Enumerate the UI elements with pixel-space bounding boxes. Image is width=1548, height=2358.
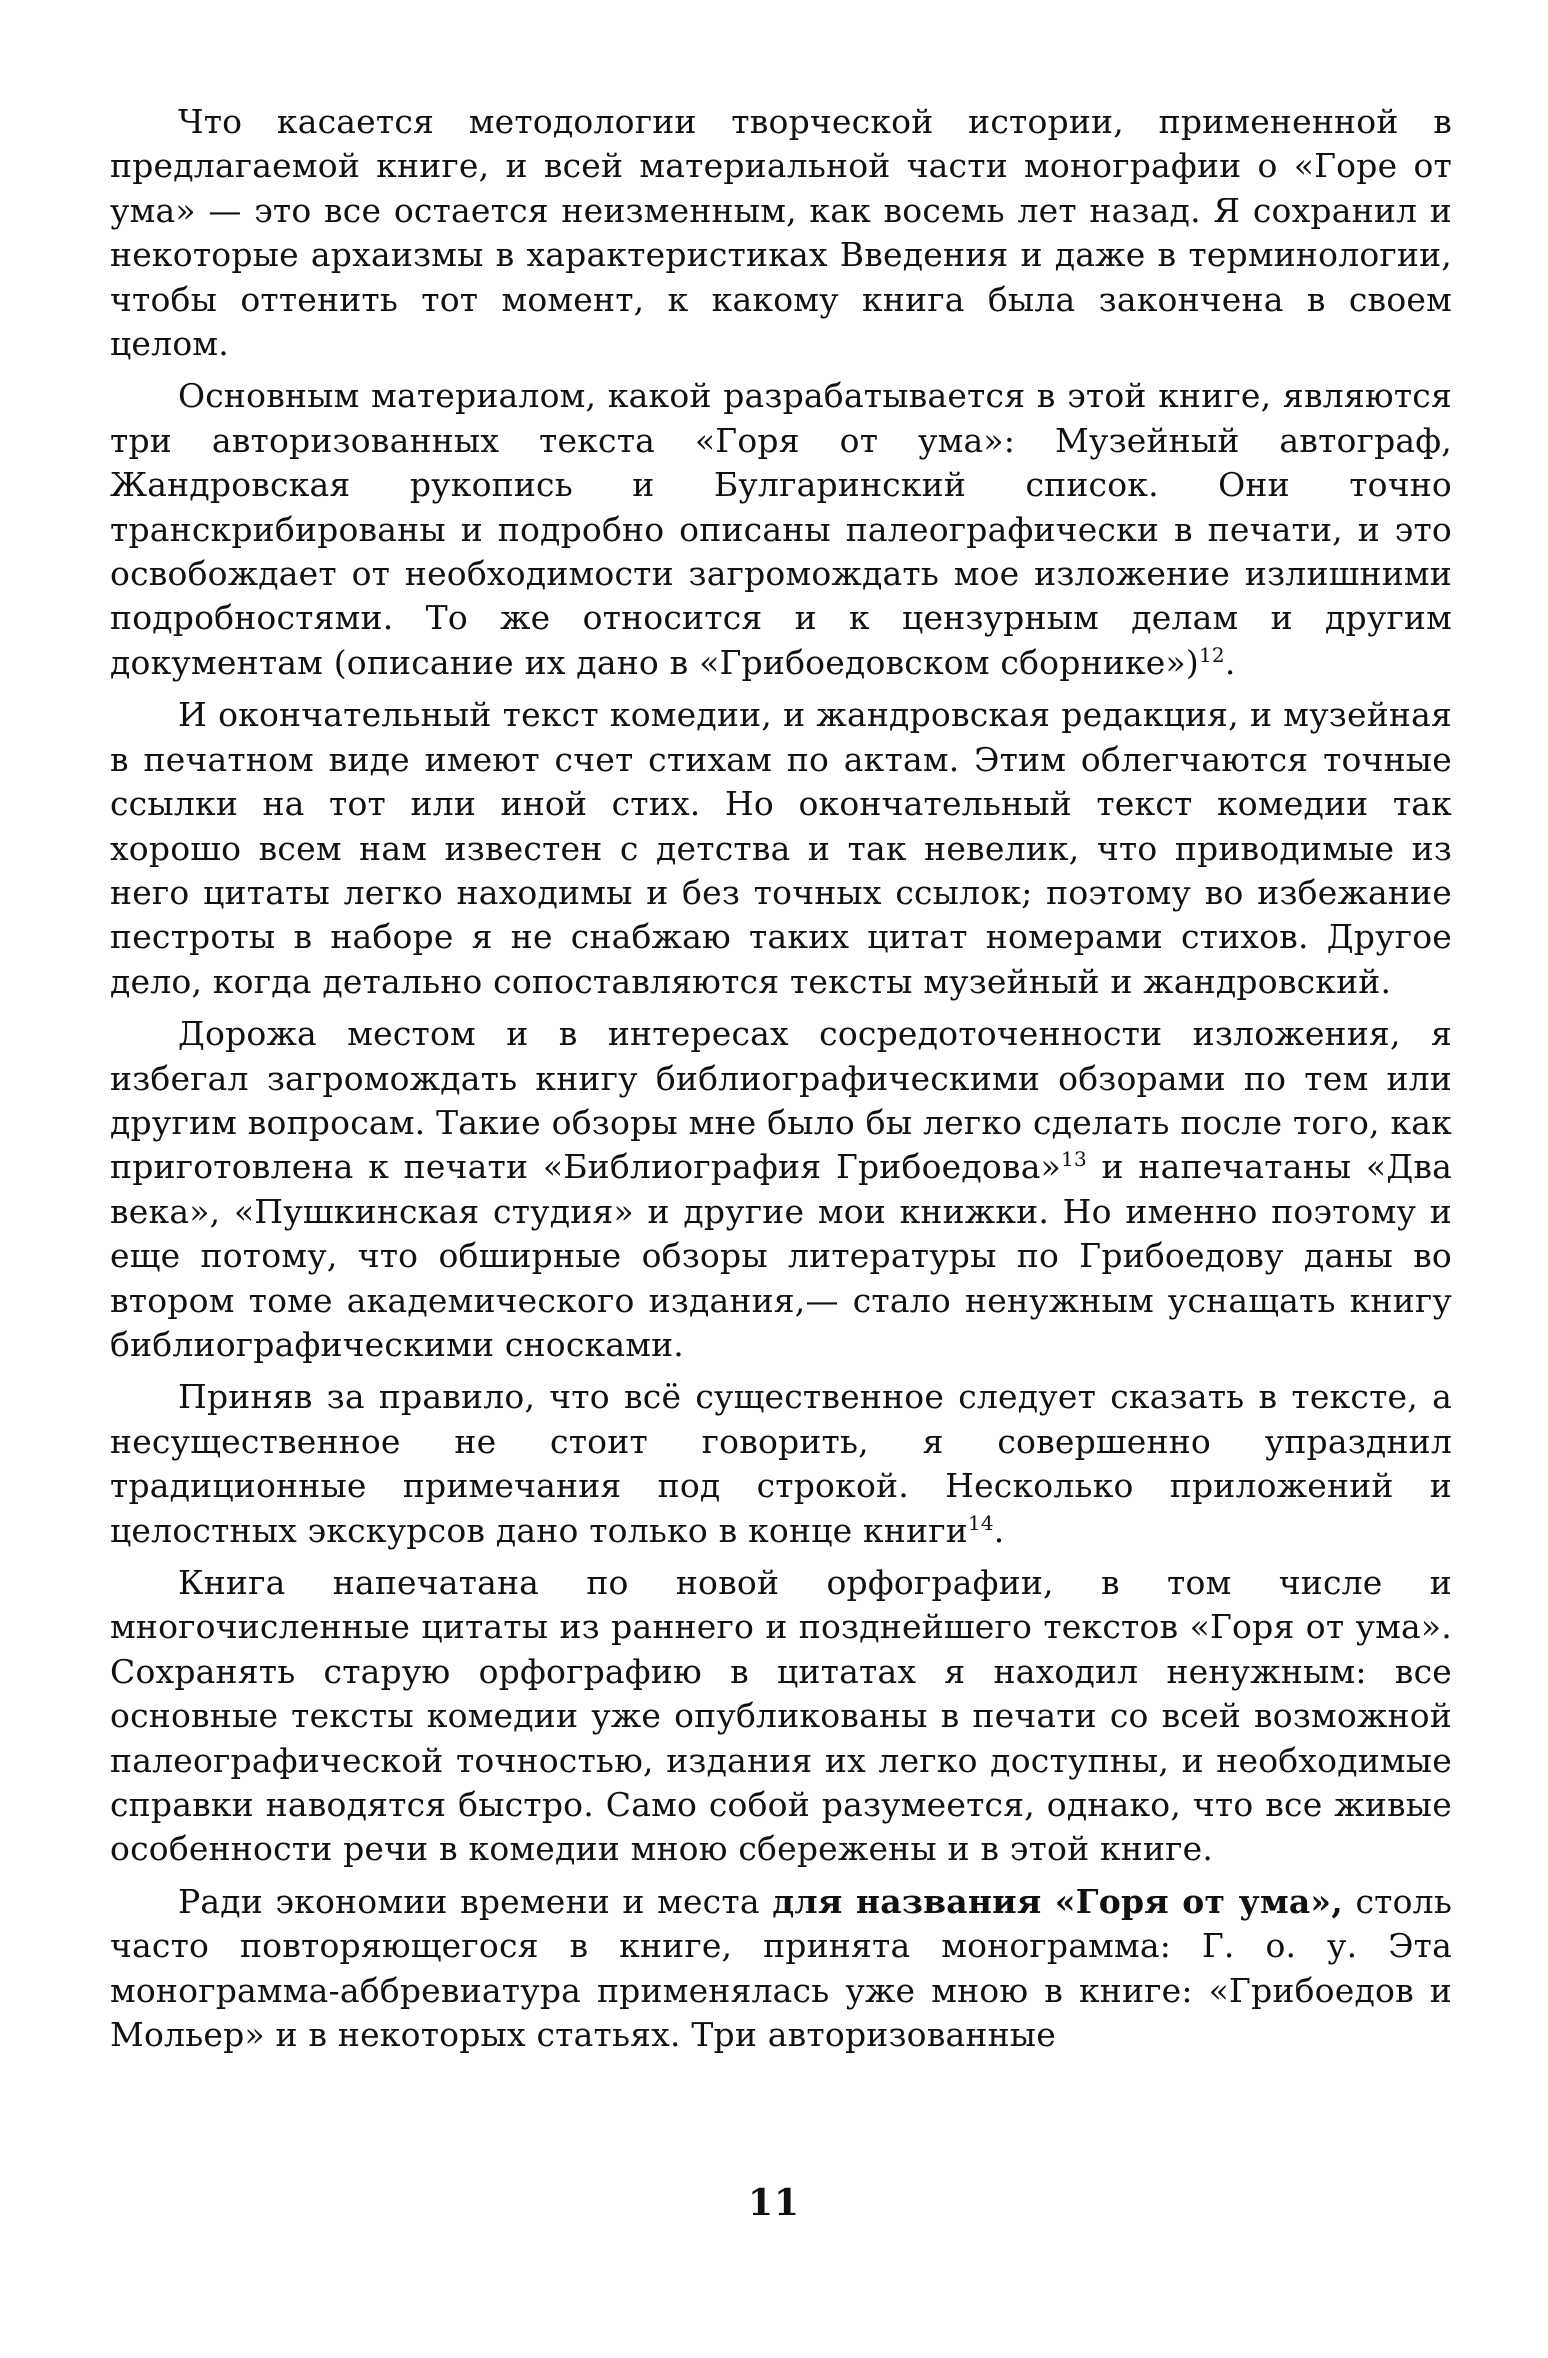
paragraph-text: Дорожа местом и в интересах сосредоточенности изложения, я избегал загромождать книгу библиографическими обзорами по тем или другим вопросам. Такие обзоры мне было бы легко сделать после того, как приготовлена к печати «Библиография Грибоедова» — [110, 1014, 1452, 1187]
paragraph-bold-run: для названия «Горя от ума», — [772, 1881, 1343, 1921]
paragraph-tail: . — [993, 1510, 1005, 1550]
paragraph-bibliography — [110, 1012, 1452, 1367]
page-number: 11 — [747, 2182, 801, 2224]
paragraph-final-text — [110, 693, 1452, 1004]
paragraph-monogram — [110, 1880, 1452, 2058]
footnote-marker: 14 — [967, 1510, 994, 1535]
paragraph-tail: . — [1224, 642, 1236, 682]
paragraph-text: Приняв за правило, что всё существенное следует сказать в тексте, а несущественное не стоит говорить, я совершенно упразднил традиционные примечания под строкой. Несколько приложений и целостных экскурсов дано только в конце книги — [110, 1377, 1452, 1550]
page-body — [110, 100, 1452, 2065]
paragraph-methodology — [110, 100, 1452, 366]
paragraph-text: Основным материалом, какой разрабатывается в этой книге, являются три авторизованных текста «Горя от ума»: Музейный автограф, Жандровская рукопись и Булгаринский список. Они точно транскрибированы и подробно описаны палеографически в печати, и это освобождает от необходимости загромождать мое изложение излишними подробностями. То же относится и к цензурным делам и другим документам (описание их дано в «Грибоедовском сборнике») — [110, 376, 1452, 682]
paragraph-text: Что касается методологии творческой истории, примененной в предлагаемой книге, и всей материальной части монографии о «Горе от ума» — это все остается неизменным, как восемь лет назад. Я сохранил и некоторые архаизмы в характеристиках Введения и даже в терминологии, чтобы оттенить тот момент, к какому книга была закончена в своем целом. — [110, 102, 1452, 364]
paragraph-text: И окончательный текст комедии, и жандровская редакция, и музейная в печатном виде имеют счет стихам по актам. Этим облегчаются точные ссылки на тот или иной стих. Но окончательный текст комедии так хорошо всем нам известен с детства и так невелик, что приводимые из него цитаты легко находимы и без точных ссылок; поэтому во избежание пестроты в наборе я не снабжаю таких цитат номерами стихов. Другое дело, когда детально сопоставляются тексты музейный и жандровский. — [110, 695, 1452, 1001]
footnote-marker: 13 — [1061, 1147, 1087, 1172]
paragraph-text: Ради экономии времени и места — [178, 1881, 773, 1921]
paragraph-notes-rule — [110, 1375, 1452, 1553]
paragraph-text: Книга напечатана по новой орфографии, в том числе и многочисленные цитаты из раннего и позднейшего текстов «Горя от ума». Сохранять старую орфографию в цитатах я находил ненужным: все основные тексты комедии уже опубликованы в печати со всей возможной палеографической точностью, издания их легко доступны, и необходимые справки наводятся быстро. Само собой разумеется, однако, что все живые особенности речи в комедии мною сбережены и в этой книге. — [110, 1563, 1452, 1869]
paragraph-tail: и напечатаны «Два века», «Пушкинская студия» и другие мои книжки. Но именно поэтому и еще потому, что обширные обзоры литературы по Грибоедову даны во втором томе академического издания,— стало ненужным уснащать книгу библиографическими сносками. — [110, 1147, 1453, 1364]
footnote-marker: 12 — [1199, 642, 1225, 667]
paragraph-main-material — [110, 374, 1452, 685]
paragraph-orthography — [110, 1561, 1452, 1872]
paragraph-tail: столь часто повторяющегося в книге, принята монограмма: Г. о. у. Эта монограмма-аббревиатура применялась уже мною в книге: «Грибоедов и Мольер» и в некоторых статьях. Три авторизованные — [110, 1881, 1452, 2055]
